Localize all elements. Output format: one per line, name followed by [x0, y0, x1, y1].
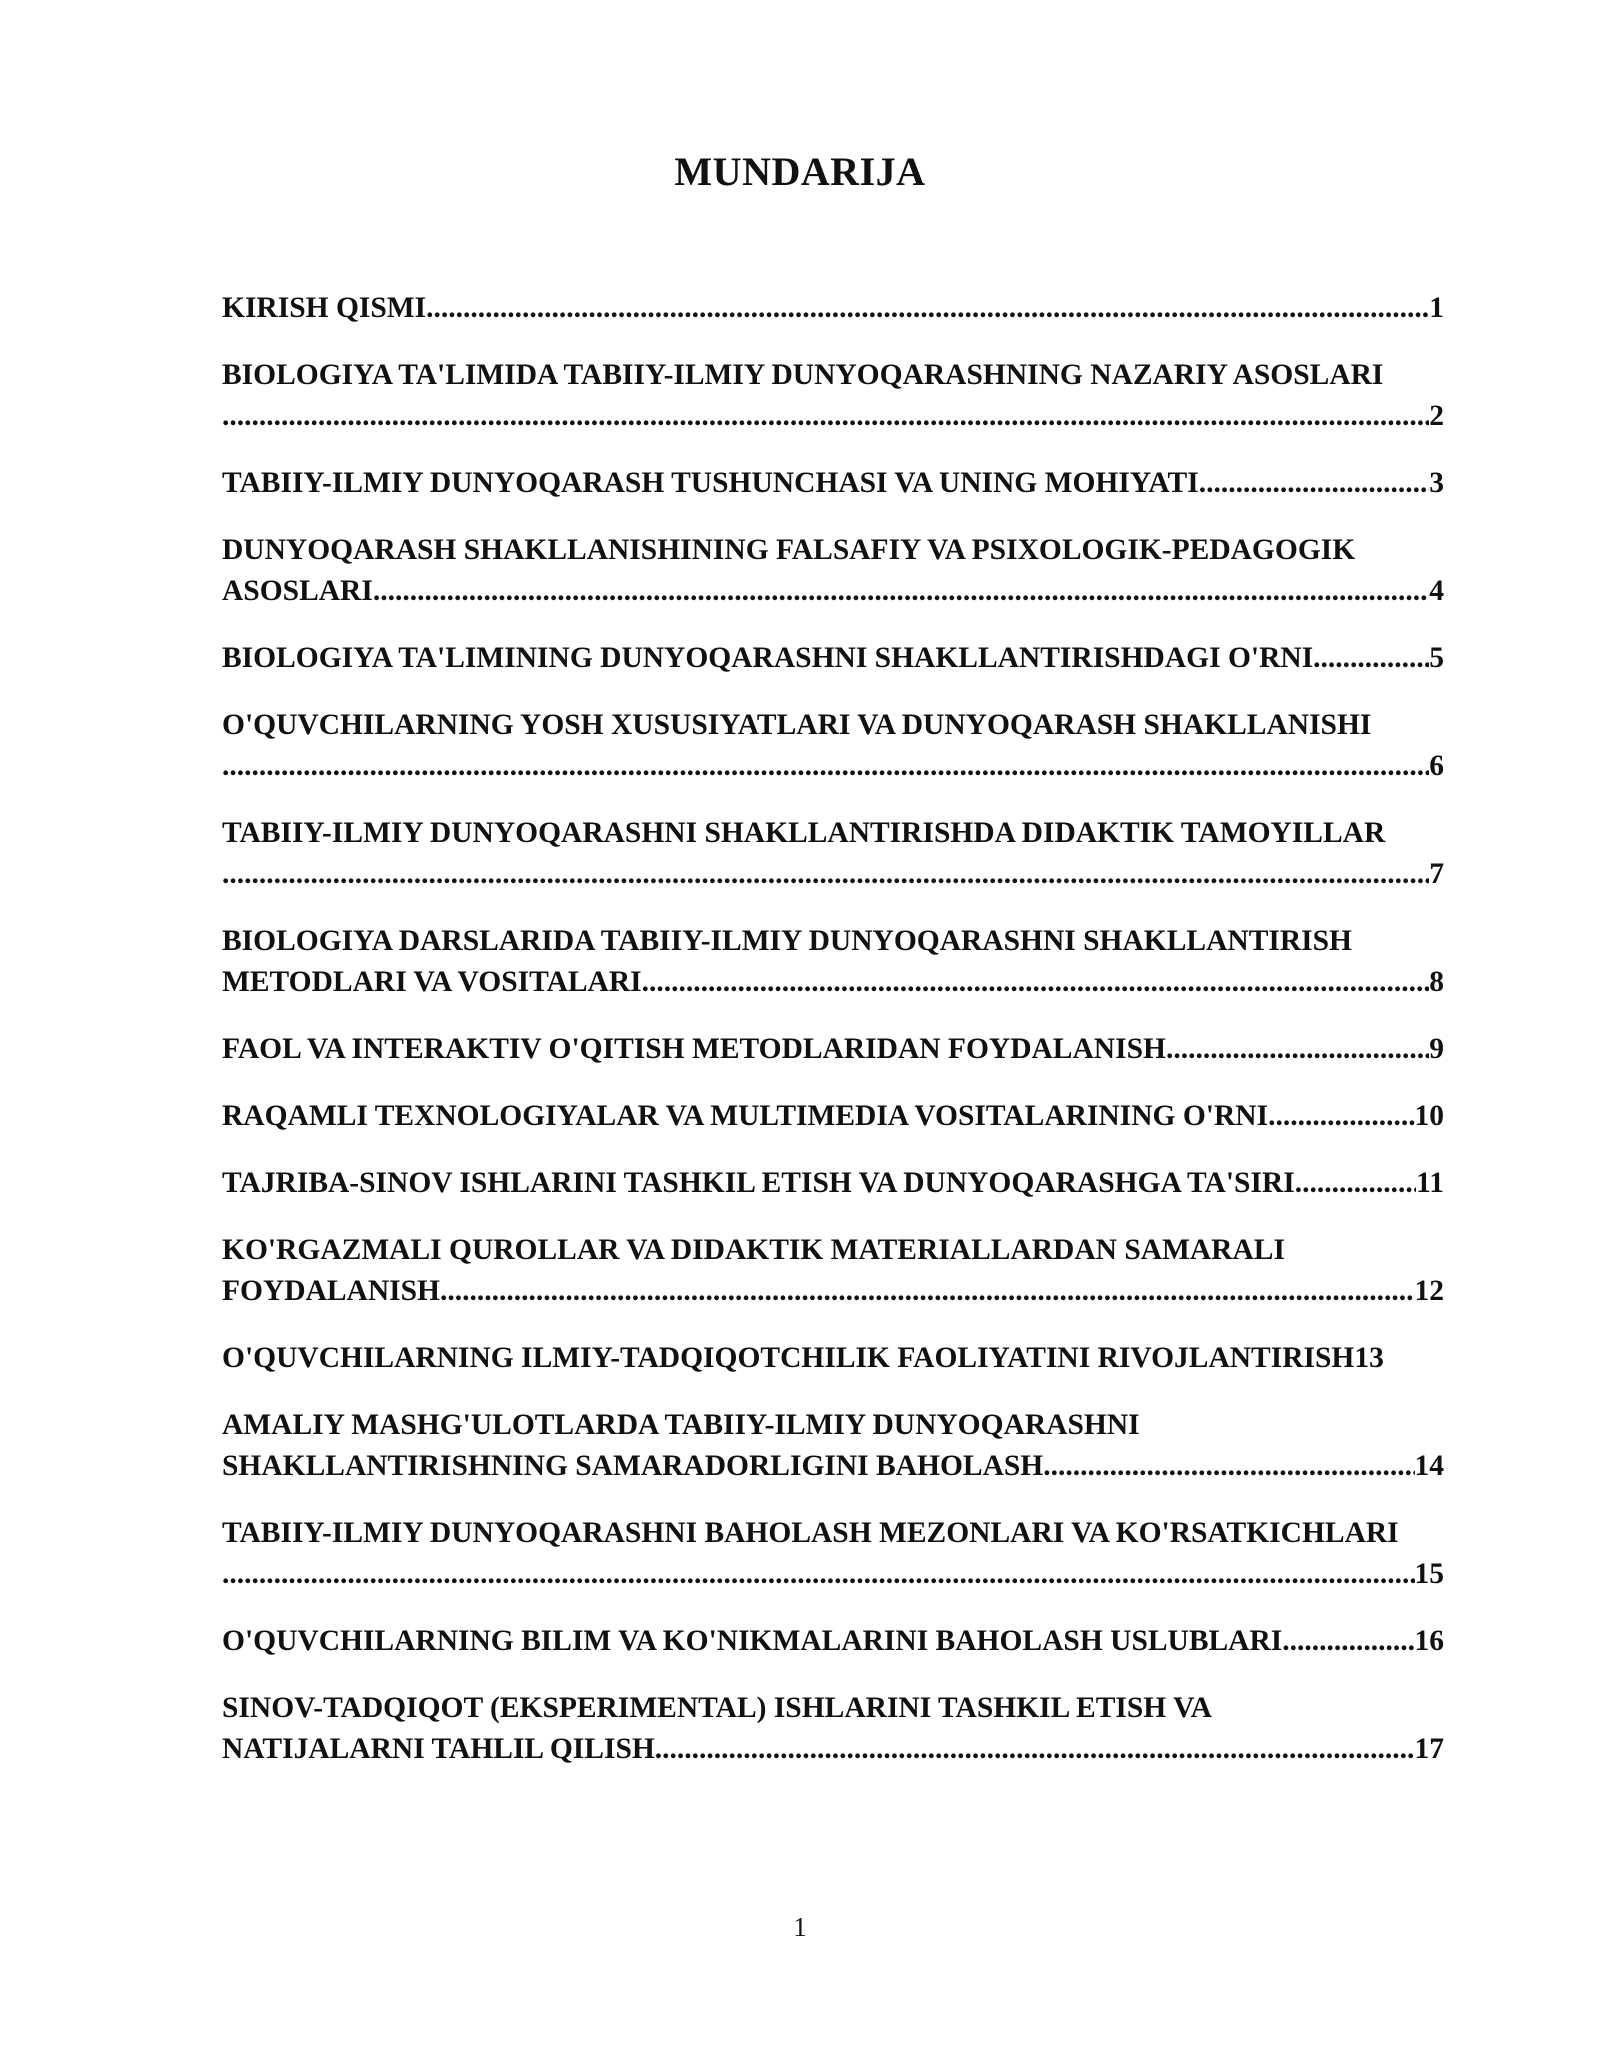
toc-page-number: 4	[1429, 575, 1444, 607]
toc-page-number: 6	[1429, 750, 1444, 782]
toc-entry[interactable]	[222, 355, 1500, 437]
toc-dot-leader	[1199, 463, 1430, 504]
toc-entry-line	[222, 1446, 1444, 1487]
toc-entry[interactable]	[222, 288, 1500, 329]
toc-entry-line	[222, 1163, 1444, 1204]
toc-entry[interactable]	[222, 1621, 1500, 1662]
toc-entry[interactable]	[222, 638, 1500, 679]
toc-entry[interactable]	[222, 1029, 1500, 1070]
toc-page-number: 5	[1429, 642, 1444, 674]
toc-entry-line	[222, 1729, 1444, 1770]
toc-page-number: 17	[1414, 1733, 1444, 1765]
toc-page-number: 11	[1416, 1167, 1444, 1199]
toc-entry-title: BIOLOGIYA TA'LIMIDA TABIIY-ILMIY DUNYOQARASHNING NAZARIY ASOSLARI	[222, 359, 1384, 391]
toc-entry-title: TAJRIBA-SINOV ISHLARINI TASHKIL ETISH VA DUNYOQARASHGA TA'SIRI	[222, 1167, 1295, 1199]
toc-entry-title: FAOL VA INTERAKTIV O'QITISH METODLARIDAN FOYDALANISH	[222, 1033, 1166, 1065]
toc-entry[interactable]	[222, 1230, 1500, 1312]
toc-dot-leader	[222, 1554, 1415, 1595]
toc-entry-line	[222, 638, 1444, 679]
toc-dot-leader	[440, 1271, 1415, 1312]
toc-entry-title: BIOLOGIYA TA'LIMINING DUNYOQARASHNI SHAKLLANTIRISHDAGI O'RNI	[222, 642, 1314, 674]
toc-entry-title: BIOLOGIYA DARSLARIDA TABIIY-ILMIY DUNYOQARASHNI SHAKLLANTIRISH	[222, 925, 1353, 957]
toc-dot-leader	[222, 854, 1429, 895]
toc-entry-line	[222, 746, 1444, 787]
toc-entry[interactable]	[222, 463, 1500, 504]
toc-entry-line	[222, 288, 1444, 329]
toc-entry-line	[222, 962, 1444, 1003]
toc-entry-title-continued: NATIJALARNI TAHLIL QILISH	[222, 1733, 655, 1765]
toc-entry-line	[222, 1621, 1444, 1662]
toc-page-number: 12	[1414, 1275, 1444, 1307]
toc-page-number: 2	[1429, 400, 1444, 432]
toc-entry[interactable]	[222, 921, 1500, 1003]
toc-entry-title-continued: FOYDALANISH	[222, 1275, 440, 1307]
toc-page-number: 8	[1429, 966, 1444, 998]
toc-entry[interactable]	[222, 1338, 1500, 1379]
toc-entry[interactable]	[222, 530, 1500, 612]
toc-entry[interactable]	[222, 813, 1500, 895]
toc-entry-line	[222, 571, 1444, 612]
toc-entry-title: TABIIY-ILMIY DUNYOQARASHNI SHAKLLANTIRISHDA DIDAKTIK TAMOYILLAR	[222, 817, 1386, 849]
toc-entry[interactable]	[222, 1163, 1500, 1204]
toc-entry-title: O'QUVCHILARNING BILIM VA KO'NIKMALARINI BAHOLASH USLUBLARI	[222, 1625, 1283, 1657]
toc-dot-leader	[655, 1729, 1415, 1770]
toc-dot-leader	[1043, 1446, 1414, 1487]
toc-page-number: 3	[1429, 467, 1444, 499]
toc-page-number: 13	[1354, 1342, 1384, 1374]
toc-entry-title: O'QUVCHILARNING YOSH XUSUSIYATLARI VA DUNYOQARASH SHAKLLANISHI	[222, 709, 1372, 741]
toc-page-number: 9	[1429, 1033, 1444, 1065]
toc-page-number: 15	[1414, 1558, 1444, 1590]
toc-entry-title: TABIIY-ILMIY DUNYOQARASHNI BAHOLASH MEZONLARI VA KO'RSATKICHLARI	[222, 1517, 1399, 1549]
toc-entry-title-continued: SHAKLLANTIRISHNING SAMARADORLIGINI BAHOLASH	[222, 1450, 1044, 1482]
toc-entry-title: KIRISH QISMI	[222, 292, 427, 324]
toc-entry[interactable]	[222, 1513, 1500, 1595]
toc-entry[interactable]	[222, 705, 1500, 787]
toc-entry-title-continued: ASOSLARI	[222, 575, 373, 607]
toc-dot-leader	[373, 571, 1429, 612]
page-number-footer: 1	[793, 1912, 807, 1942]
toc-page-number: 16	[1414, 1625, 1444, 1657]
toc-entry[interactable]	[222, 1096, 1500, 1137]
toc-entry-line	[222, 1338, 1444, 1379]
toc-entry[interactable]	[222, 1405, 1500, 1487]
toc-entry[interactable]	[222, 1688, 1500, 1770]
toc-page-number: 14	[1414, 1450, 1444, 1482]
toc-dot-leader	[642, 962, 1430, 1003]
toc-dot-leader	[1295, 1163, 1416, 1204]
toc-dot-leader	[426, 288, 1429, 329]
toc-page-number: 10	[1414, 1100, 1444, 1132]
toc-entry-title: KO'RGAZMALI QUROLLAR VA DIDAKTIK MATERIALLARDAN SAMARALI	[222, 1234, 1285, 1266]
table-of-contents	[222, 288, 1500, 1796]
toc-dot-leader	[1282, 1621, 1414, 1662]
toc-entry-line	[222, 1271, 1444, 1312]
toc-dot-leader	[1268, 1096, 1414, 1137]
toc-entry-line	[222, 463, 1444, 504]
toc-entry-line	[222, 1554, 1444, 1595]
page-title: MUNDARIJA	[674, 149, 926, 194]
toc-entry-title: RAQAMLI TEXNOLOGIYALAR VA MULTIMEDIA VOSITALARINING O'RNI	[222, 1100, 1269, 1132]
toc-entry-title: AMALIY MASHG'ULOTLARDA TABIIY-ILMIY DUNYOQARASHNI	[222, 1409, 1140, 1441]
toc-dot-leader	[1166, 1029, 1429, 1070]
toc-dot-leader	[1313, 638, 1429, 679]
toc-entry-title: TABIIY-ILMIY DUNYOQARASH TUSHUNCHASI VA UNING MOHIYATI	[222, 467, 1199, 499]
toc-entry-title: SINOV-TADQIQOT (EKSPERIMENTAL) ISHLARINI TASHKIL ETISH VA	[222, 1692, 1212, 1724]
toc-entry-line	[222, 1096, 1444, 1137]
toc-entry-title-continued: METODLARI VA VOSITALARI	[222, 966, 642, 998]
toc-entry-title: DUNYOQARASH SHAKLLANISHINING FALSAFIY VA PSIXOLOGIK-PEDAGOGIK	[222, 534, 1356, 566]
toc-page-number: 7	[1429, 858, 1444, 890]
toc-page-number: 1	[1429, 292, 1444, 324]
toc-entry-line	[222, 1029, 1444, 1070]
toc-dot-leader	[222, 396, 1429, 437]
toc-entry-line	[222, 396, 1444, 437]
toc-dot-leader	[222, 746, 1429, 787]
toc-entry-title: O'QUVCHILARNING ILMIY-TADQIQOTCHILIK FAOLIYATINI RIVOJLANTIRISH	[222, 1342, 1355, 1374]
toc-entry-line	[222, 854, 1444, 895]
